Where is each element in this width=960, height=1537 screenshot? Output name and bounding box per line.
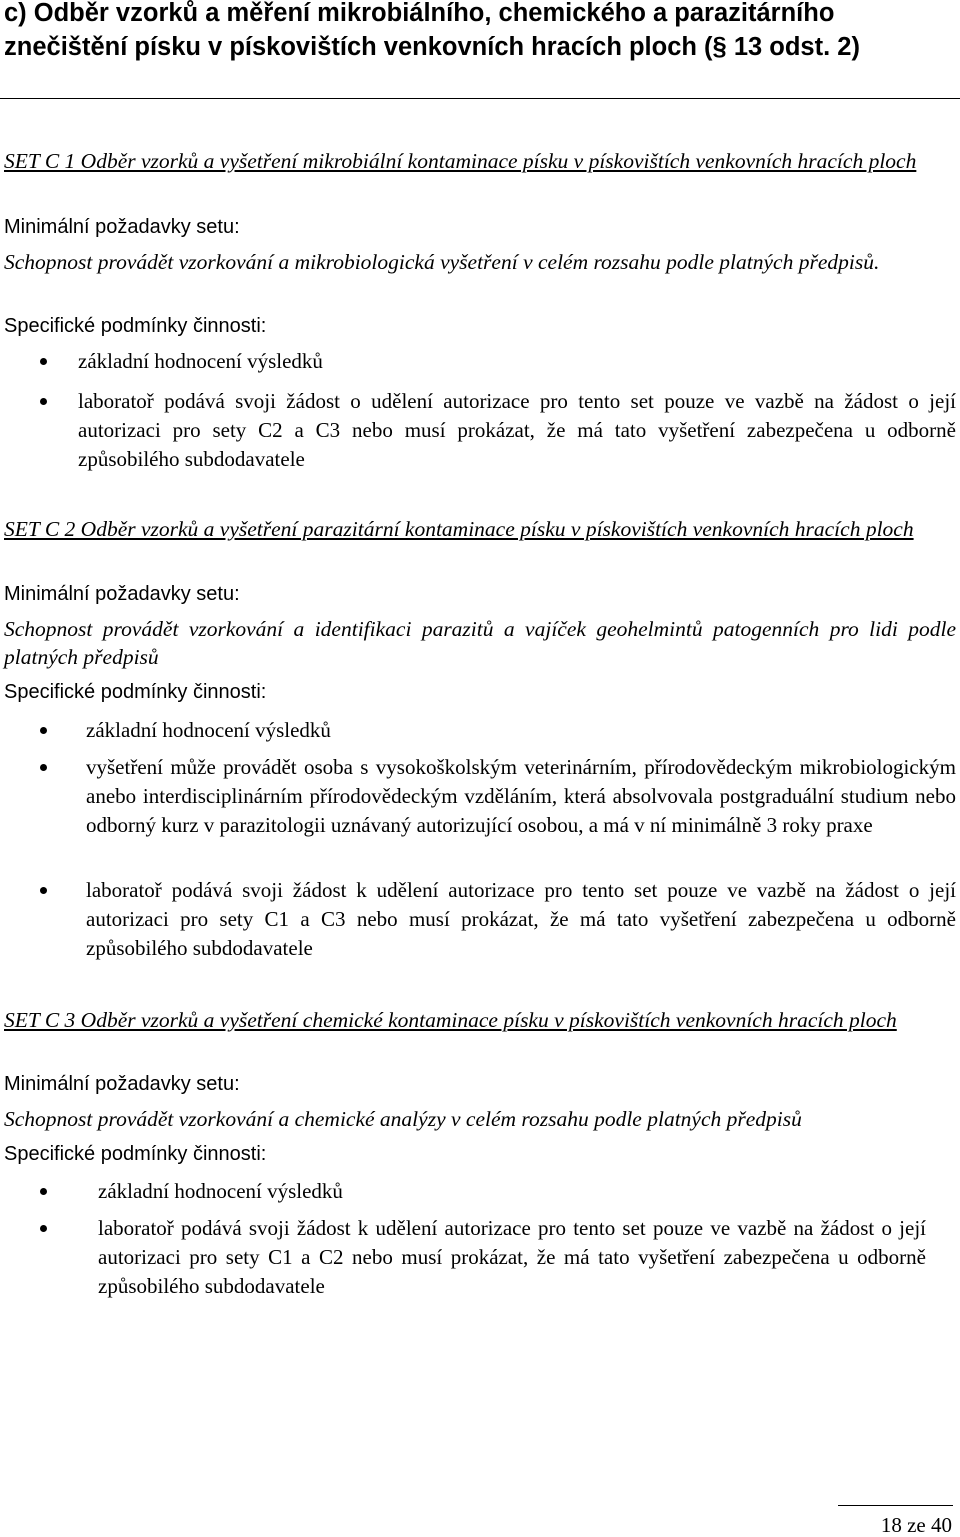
section-heading: c) Odběr vzorků a měření mikrobiálního, chemického a parazitárního znečištění písku v pískovištích venkovních hracích ploch (§ 13 odst. 2) [4,0,860,61]
set-c2-title-text: SET C 2 Odběr vzorků a vyšetření parazitární kontaminace písku v pískovištích venkovních hracích ploch [4,517,914,541]
bullet-icon [40,398,47,405]
set-c2-title [4,514,956,544]
bullet-text: základní hodnocení výsledků [86,718,331,742]
bullet-text: laboratoř podává svoji žádost k udělení autorizace pro tento set pouze ve vazbě na žádost o její autorizaci pro sety C1 a C2 nebo musí prokázat, že má tato vyšetření zabezpečena u odborně způsobilého subdodavatele [98,1216,926,1298]
set-c2-requirement: Schopnost provádět vzorkování a identifikaci parazitů a vajíček geohelmintů patogenních pro lidi podle platných předpisů [4,617,956,669]
bullet-text: základní hodnocení výsledků [98,1179,343,1203]
set-c3-bullet-1 [40,1177,956,1206]
bullet-icon [40,764,47,771]
heading-divider [0,98,960,99]
set-c3-title [4,1005,956,1035]
set-c1-title-text: SET C 1 Odběr vzorků a vyšetření mikrobiální kontaminace písku v pískovištích venkovních hracích ploch [4,149,917,173]
set-c2-cond-label: Specifické podmínky činnosti: [4,681,267,703]
set-c2-bullet-1 [40,716,956,745]
page-number: 18 ze 40 [880,1513,952,1537]
set-c3-title-text: SET C 3 Odběr vzorků a vyšetření chemické kontaminace písku v pískovištích venkovních hracích ploch [4,1008,897,1032]
bullet-icon [40,887,47,894]
set-c1-min-label: Minimální požadavky setu: [4,216,240,238]
bullet-text: laboratoř podává svoji žádost o udělení autorizace pro tento set pouze ve vazbě na žádost o její autorizaci pro sety C2 a C3 nebo musí prokázat, že má tato vyšetření zabezpečena u odborně způsobilého subdodavatele [78,389,956,471]
bullet-text: základní hodnocení výsledků [78,349,323,373]
set-c3-bullet-2 [40,1214,926,1301]
bullet-text: laboratoř podává svoji žádost k udělení autorizace pro tento set pouze ve vazbě na žádost o její autorizaci pro sety C1 a C3 nebo musí prokázat, že má tato vyšetření zabezpečena u odborně způsobilého subdodavatele [86,878,956,960]
bullet-icon [40,727,47,734]
set-c3-min-label: Minimální požadavky setu: [4,1073,240,1095]
set-c1-title [4,146,956,176]
set-c2-bullet-2 [40,753,956,840]
set-c3-cond-label: Specifické podmínky činnosti: [4,1143,267,1165]
bullet-icon [40,1225,47,1232]
set-c1-bullet-1 [40,347,956,376]
footer-divider [838,1505,953,1506]
bullet-text: vyšetření může provádět osoba s vysokoškolským veterinárním, přírodovědeckým mikrobiologickým anebo interdisciplinárním přírodovědeckým vzděláním, která absolvovala postgraduální studium nebo odborný kurz v parazitologii uznávaný autorizující osobou, a má v ní minimálně 3 roky praxe [86,755,956,837]
set-c2-bullet-3 [40,876,956,963]
bullet-icon [40,358,47,365]
set-c1-requirement: Schopnost provádět vzorkování a mikrobiologická vyšetření v celém rozsahu podle platných předpisů. [4,250,880,274]
set-c1-bullet-2 [40,387,956,474]
bullet-icon [40,1188,47,1195]
set-c3-requirement: Schopnost provádět vzorkování a chemické analýzy v celém rozsahu podle platných předpisů [4,1107,802,1131]
set-c1-cond-label: Specifické podmínky činnosti: [4,315,267,337]
set-c2-min-label: Minimální požadavky setu: [4,583,240,605]
